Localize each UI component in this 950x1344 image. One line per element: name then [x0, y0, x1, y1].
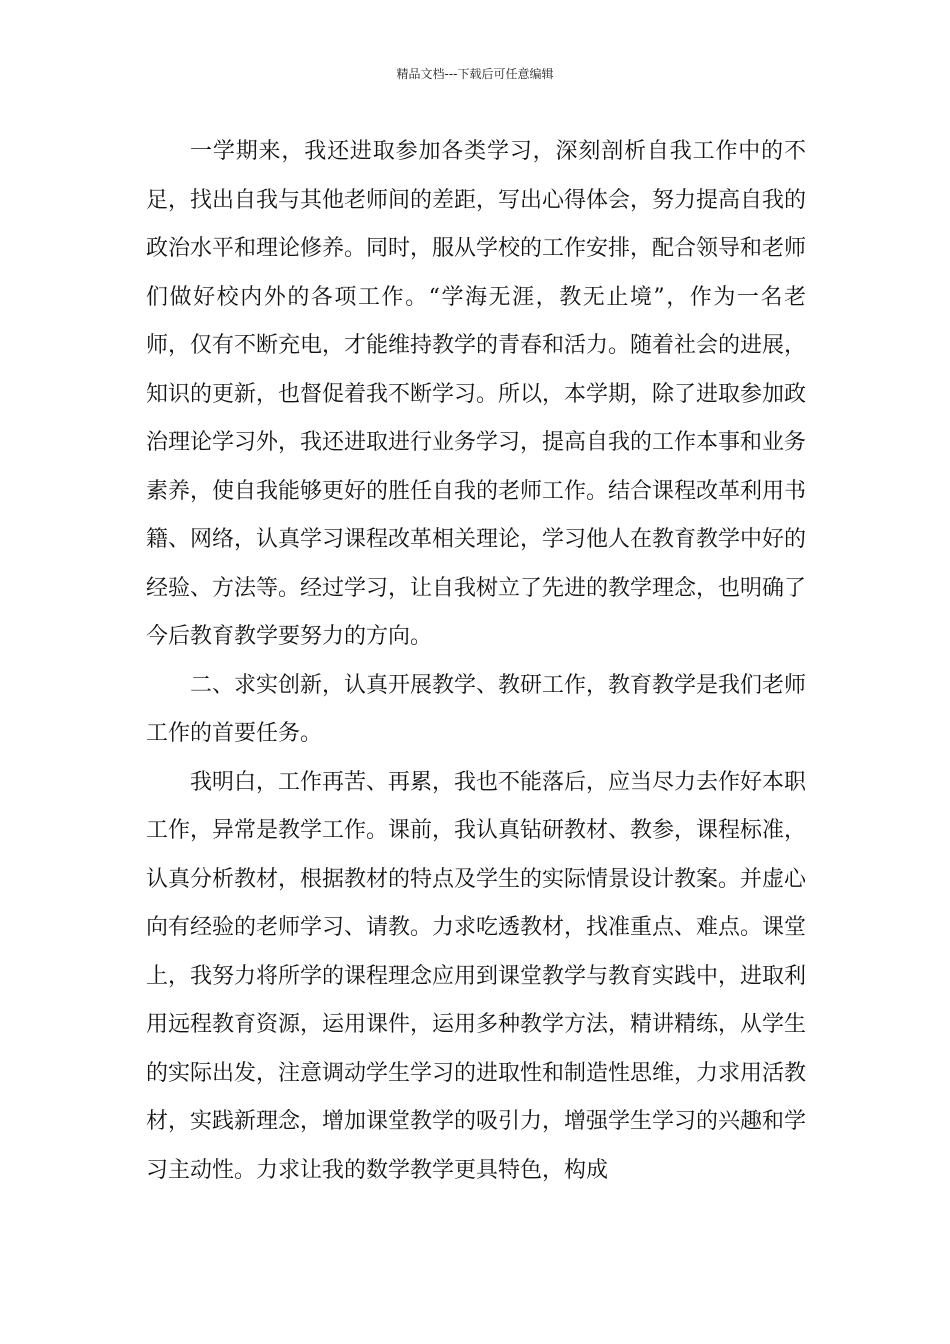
paragraph-teaching: 我明白，工作再苦、再累，我也不能落后，应当尽力去作好本职工作，异常是教学工作。课前，我认真钻研教材、教参，课程标准，认真分析教材，根据教材的特点及学生的实际情景设计教案。并虚心向有经验的老师学习、请教。力求吃透教材，找准重点、难点。课堂上，我努力将所学的课程理念应用到课堂教学与教育实践中，进取利用远程教育资源，运用课件，运用多种教学方法，精讲精练，从学生的实际出发，注意调动学生学习的进取性和制造性思维，力求用活教材，实践新理念，增加课堂教学的吸引力，增强学生学习的兴趣和学习主动性。力求让我的数学教学更具特色，构成	[146, 769, 807, 1183]
document-body	[146, 128, 806, 1195]
paragraph-section-two-heading: 二、求实创新，认真开展教学、教研工作，教育教学是我们老师工作的首要任务。	[146, 672, 807, 746]
paragraph-study: 一学期来，我还进取参加各类学习，深刻剖析自我工作中的不足，找出自我与其他老师间的差距，写出心得体会，努力提高自我的政治水平和理论修养。同时，服从学校的工作安排，配合领导和老师们做好校内外的各项工作。“学海无涯，教无止境”，作为一名老师，仅有不断充电，才能维持教学的青春和活力。随着社会的进展，知识的更新，也督促着我不断学习。所以，本学期，除了进取参加政治理论学习外，我还进取进行业务学习，提高自我的工作本事和业务素养，使自我能够更好的胜任自我的老师工作。结合课程改革利用书籍、网络，认真学习课程改革相关理论，学习他人在教育教学中好的经验、方法等。经过学习，让自我树立了先进的教学理念，也明确了今后教育教学要努力的方向。	[146, 139, 807, 649]
page-header: 精品文档---下载后可任意编辑	[396, 67, 554, 81]
